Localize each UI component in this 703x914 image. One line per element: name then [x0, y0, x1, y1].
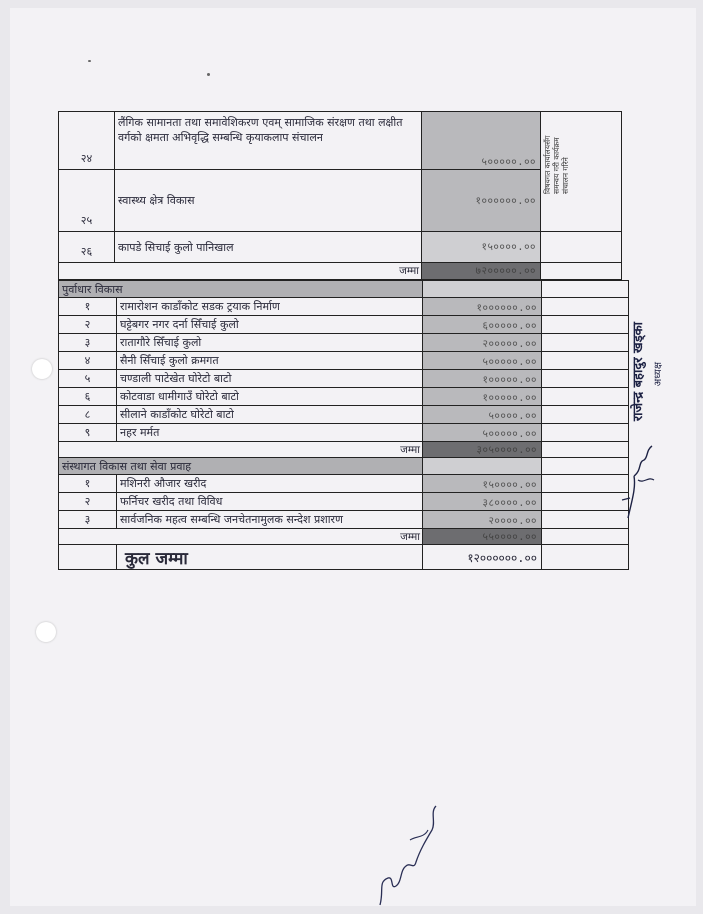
table-row — [59, 493, 629, 511]
total-row — [59, 442, 629, 458]
amount-cell: १०००००.०० — [423, 388, 542, 406]
program-title: घट्टेबगर नगर दर्ना सिँचाई कुलो — [117, 316, 423, 334]
table-row — [59, 511, 629, 529]
speck-mark — [88, 60, 91, 62]
program-title: कोटवाडा धामीगाउँ घोरेटो बाटो — [117, 388, 423, 406]
total-label: जम्मा — [59, 442, 423, 458]
serial-number: ३ — [59, 334, 117, 352]
serial-number — [59, 545, 117, 570]
serial-number: २ — [59, 316, 117, 334]
serial-number: २६ — [59, 232, 115, 263]
budget-table-bottom — [58, 280, 629, 570]
table-row — [59, 406, 629, 424]
section-header — [59, 458, 629, 475]
program-title: कापडे सिचाई कुलो पानिखाल — [115, 232, 422, 263]
remark-cell — [541, 112, 622, 232]
grand-total-label: कुल जम्मा — [117, 545, 423, 570]
table-row — [59, 352, 629, 370]
table-row — [59, 112, 622, 170]
program-title: सैनी सिँचाई कुलो क्रमगत — [117, 352, 423, 370]
serial-number: ४ — [59, 352, 117, 370]
total-row — [59, 529, 629, 545]
amount-cell: २००००.०० — [423, 511, 542, 529]
program-title: चण्डाली पाटेखेत घोरेटो बाटो — [117, 370, 423, 388]
table-row — [59, 475, 629, 493]
section-title: संस्थागत विकास तथा सेवा प्रवाह — [59, 458, 423, 475]
program-title: सीलाने काडाँकोट घोरेटो बाटो — [117, 406, 423, 424]
remark-cell — [542, 370, 629, 388]
amount-cell: ३८००००.०० — [423, 493, 542, 511]
serial-number: १ — [59, 475, 117, 493]
remark-cell — [542, 529, 629, 545]
section-header — [59, 281, 629, 298]
speck-mark — [207, 73, 210, 76]
total-row — [59, 263, 622, 280]
remark-cell — [541, 232, 622, 263]
remark-cell — [542, 424, 629, 442]
serial-number: ५ — [59, 370, 117, 388]
serial-number: ८ — [59, 406, 117, 424]
serial-number: १ — [59, 298, 117, 316]
amount-cell: २०००००.०० — [423, 334, 542, 352]
table-row — [59, 170, 622, 232]
amount-cell: ६०००००.०० — [423, 316, 542, 334]
remark-cell — [542, 406, 629, 424]
program-title: नहर मर्मत — [117, 424, 423, 442]
table-row — [59, 370, 629, 388]
grand-total-amount: १२००००००.०० — [423, 545, 542, 570]
total-label: जम्मा — [59, 263, 422, 280]
program-title: मशिनरी औजार खरीद — [117, 475, 423, 493]
serial-number: ६ — [59, 388, 117, 406]
amount-cell: १००००००.०० — [423, 298, 542, 316]
table-row — [59, 316, 629, 334]
amount-cell: ५०००००.०० — [422, 112, 541, 170]
table-row — [59, 232, 622, 263]
name-stamp — [628, 322, 668, 472]
budget-table-top — [58, 111, 622, 280]
table-row — [59, 334, 629, 352]
amount-cell — [423, 281, 542, 298]
table-row — [59, 388, 629, 406]
punch-hole — [36, 622, 56, 642]
remark-cell — [542, 334, 629, 352]
program-title: सार्वजनिक महत्व सम्बन्धि जनचेतनामुलक सन्देश प्रशारण — [117, 511, 423, 529]
remark-cell — [542, 298, 629, 316]
total-amount: ७२०००००.०० — [422, 263, 541, 280]
section-title: पुर्वाधार विकास — [59, 281, 423, 298]
remark-cell — [542, 388, 629, 406]
remark-cell — [542, 316, 629, 334]
punch-hole — [32, 359, 52, 379]
bottom-signature — [370, 800, 450, 910]
remark-cell — [542, 352, 629, 370]
grand-total-row — [59, 545, 629, 570]
total-amount: ३०५००००.०० — [423, 442, 542, 458]
amount-cell: ५००००.०० — [423, 406, 542, 424]
remark-cell — [542, 545, 629, 570]
signatory-name: राजेन्द्र बहादुर खड्का — [631, 322, 646, 422]
serial-number: ९ — [59, 424, 117, 442]
serial-number: २४ — [59, 112, 115, 170]
remark-text: विषयगत कार्यालयसँग समन्वय गरी कार्यक्रम संचालन गरिने — [543, 135, 570, 194]
amount-cell: ५०००००.०० — [423, 352, 542, 370]
amount-cell: १५००००.०० — [423, 475, 542, 493]
serial-number: २ — [59, 493, 117, 511]
amount-cell: ५०००००.०० — [423, 424, 542, 442]
remark-cell — [541, 263, 622, 280]
serial-number: २५ — [59, 170, 115, 232]
program-title: रातागौरे सिँचाई कुलो — [117, 334, 423, 352]
program-title: फर्निचर खरीद तथा विविध — [117, 493, 423, 511]
serial-number: ३ — [59, 511, 117, 529]
total-amount: ५५००००.०० — [423, 529, 542, 545]
signatory-role: अध्यक्ष — [653, 362, 664, 387]
program-title: रामारोशन काडाँकोट सडक ट्रयाक निर्माण — [117, 298, 423, 316]
amount-cell: १५००००.०० — [422, 232, 541, 263]
program-title: स्वास्थ्य क्षेत्र विकास — [115, 170, 422, 232]
amount-cell — [423, 458, 542, 475]
amount-cell: १००००००.०० — [422, 170, 541, 232]
table-row — [59, 424, 629, 442]
remark-cell — [542, 281, 629, 298]
program-title: लैंगिक सामानता तथा समावेशिकरण एवम् सामाजिक संरक्षण तथा लक्षीत वर्गको क्षमता अभिवृद्धि सम्बन्धि कृयाकलाप संचालन — [115, 112, 422, 170]
amount-cell: १०००००.०० — [423, 370, 542, 388]
table-row — [59, 298, 629, 316]
total-label: जम्मा — [59, 529, 423, 545]
